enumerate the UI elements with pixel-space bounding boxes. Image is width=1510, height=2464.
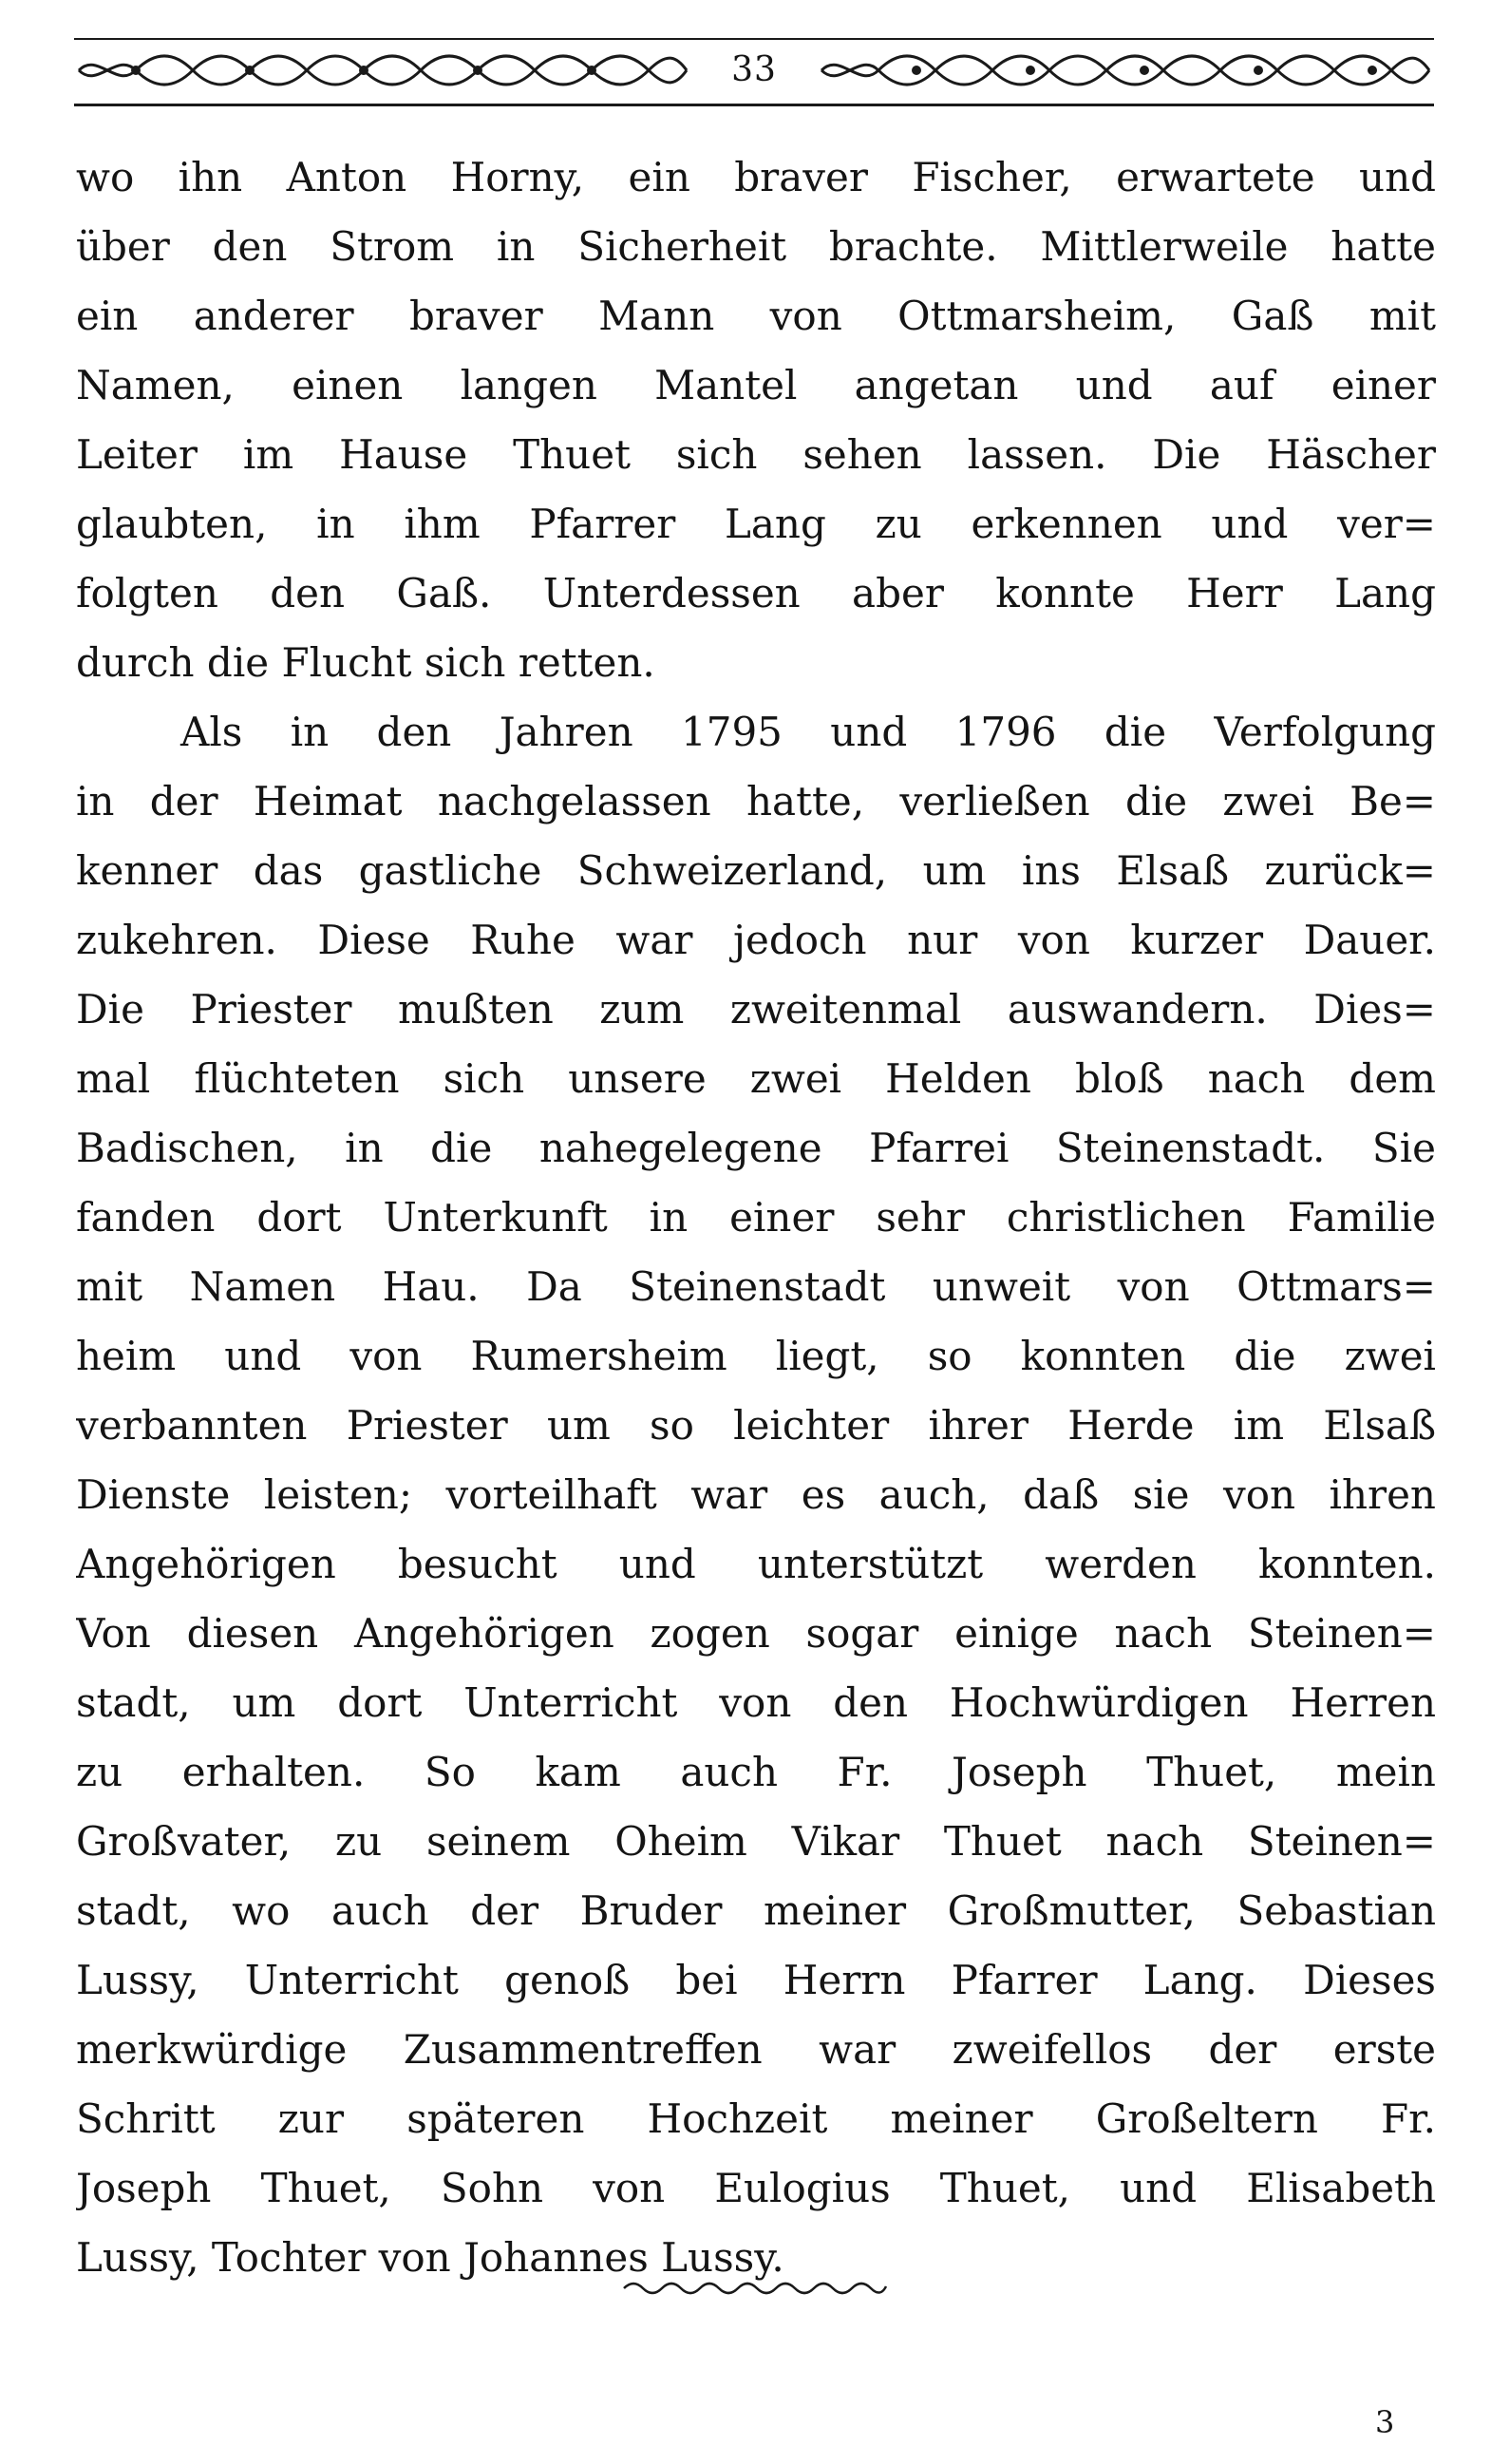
text-line: mal flüchteten sich unsere zwei Helden bloß nach dem — [76, 1055, 1436, 1102]
text-line: Lussy, Tochter von Johannes Lussy. — [76, 2234, 784, 2281]
text-line: Von diesen Angehörigen zogen sogar einige nach Steinen= — [76, 1610, 1436, 1657]
text-line: ein anderer braver Mann von Ottmarsheim, Gaß mit — [76, 293, 1436, 339]
text-line: durch die Flucht sich retten. — [76, 639, 655, 686]
text-line: fanden dort Unterkunft in einer sehr christlichen Familie — [76, 1194, 1436, 1241]
text-line: in der Heimat nachgelassen hatte, verließen die zwei Be= — [76, 778, 1436, 824]
text-line: wo ihn Anton Horny, ein braver Fischer, erwartete und — [76, 154, 1436, 200]
text-line: Leiter im Hause Thuet sich sehen lassen. Die Häscher — [76, 431, 1436, 478]
body-text — [76, 142, 1436, 2292]
signature-mark: 3 — [1375, 2404, 1395, 2440]
paragraph-1 — [76, 142, 1436, 697]
text-line: mit Namen Hau. Da Steinenstadt unweit von Ottmars= — [76, 1263, 1436, 1310]
text-line: Großvater, zu seinem Oheim Vikar Thuet nach Steinen= — [76, 1818, 1436, 1865]
text-line: Badischen, in die nahegelegene Pfarrei Steinenstadt. Sie — [76, 1125, 1436, 1171]
text-line: heim und von Rumersheim liegt, so konnten die zwei — [76, 1333, 1436, 1379]
text-line: stadt, um dort Unterricht von den Hochwürdigen Herren — [76, 1679, 1436, 1726]
text-line: zukehren. Diese Ruhe war jedoch nur von kurzer Dauer. — [76, 917, 1436, 963]
paragraph-2 — [76, 697, 1436, 2292]
text-line: stadt, wo auch der Bruder meiner Großmutter, Sebastian — [76, 1887, 1436, 1934]
text-line: Als in den Jahren 1795 und 1796 die Verfolgung — [180, 709, 1436, 755]
text-line: verbannten Priester um so leichter ihrer Herde im Elsaß — [76, 1402, 1436, 1449]
ornament-right-icon — [817, 49, 1434, 91]
text-line: kenner das gastliche Schweizerland, um ins Elsaß zurück= — [76, 847, 1436, 894]
text-line: Dienste leisten; vorteilhaft war es auch, daß sie von ihren — [76, 1471, 1436, 1518]
text-line: Schritt zur späteren Hochzeit meiner Großeltern Fr. — [76, 2095, 1436, 2142]
text-line: über den Strom in Sicherheit brachte. Mittlerweile hatte — [76, 223, 1436, 270]
text-line: Die Priester mußten zum zweitenmal auswandern. Dies= — [76, 986, 1436, 1033]
text-line: Joseph Thuet, Sohn von Eulogius Thuet, und Elisabeth — [76, 2165, 1436, 2211]
text-line: Namen, einen langen Mantel angetan und auf einer — [76, 362, 1436, 408]
header-rule-top — [74, 38, 1434, 40]
header-rule-bottom — [74, 104, 1434, 106]
page-number: 33 — [731, 50, 777, 89]
end-flourish-icon — [622, 2275, 888, 2298]
text-line: glaubten, in ihm Pfarrer Lang zu erkennen und ver= — [76, 501, 1436, 547]
text-line: merkwürdige Zusammentreffen war zweifellos der erste — [76, 2026, 1436, 2073]
text-line: Lussy, Unterricht genoß bei Herrn Pfarrer Lang. Dieses — [76, 1957, 1436, 2003]
page-header — [74, 38, 1434, 106]
text-line: folgten den Gaß. Unterdessen aber konnte Herr Lang — [76, 570, 1436, 616]
text-line: Angehörigen besucht und unterstützt werden konnten. — [76, 1541, 1436, 1587]
text-line: zu erhalten. So kam auch Fr. Joseph Thuet, mein — [76, 1749, 1436, 1795]
